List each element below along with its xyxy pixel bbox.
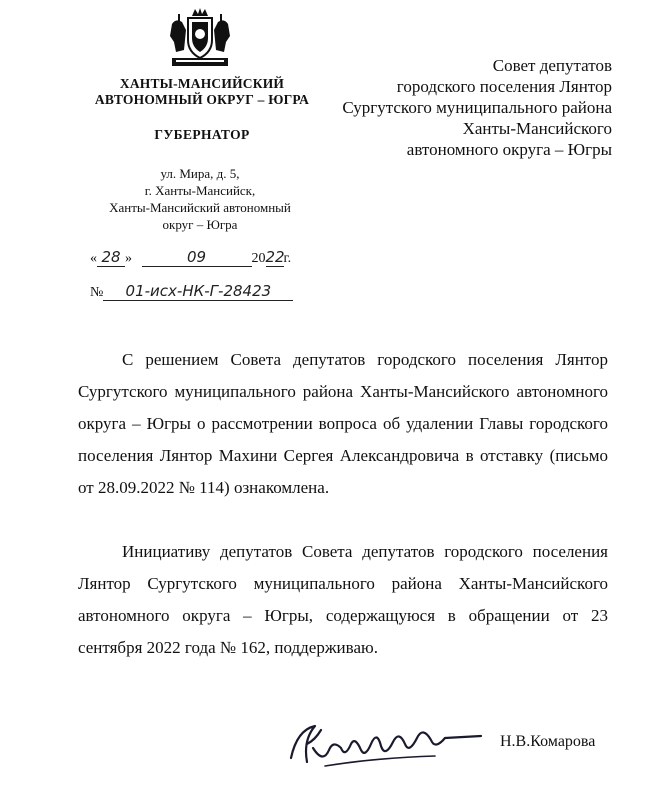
year-suffix: 22 <box>265 248 285 266</box>
registration-date <box>90 248 291 267</box>
number-value: 01-исх-НК-Г-28423 <box>103 282 293 301</box>
date-day: 28 <box>97 248 125 267</box>
body-paragraph-2: Инициативу депутатов Совета депутатов городского поселения Лянтор Сургутского муниципального района Ханты-Мансийского автономного округа – Югры, содержащуюся в обращении от 23 сентября 2022 года № 162, поддерживаю. <box>78 542 608 657</box>
addressee-line-4: Ханты-Мансийского <box>462 119 612 138</box>
quote-open: « <box>90 251 97 266</box>
address-line-3: Ханты-Мансийский автономный <box>109 200 291 215</box>
address-line-1: ул. Мира, д. 5, <box>160 166 240 181</box>
addressee-line-5: автономного округа – Югры <box>406 140 612 159</box>
quote-close: » <box>125 251 132 266</box>
addressee-block <box>282 55 612 160</box>
year-unit: г. <box>283 251 292 266</box>
registration-number <box>90 282 293 301</box>
org-line-2: АВТОНОМНЫЙ ОКРУГ – ЮГРА <box>94 92 310 107</box>
address-line-2: г. Ханты-Мансийск, <box>144 183 256 198</box>
addressee-line-1: Совет депутатов <box>492 56 612 75</box>
number-sign: № <box>90 285 104 300</box>
sender-address <box>75 165 325 233</box>
addressee-line-3: Сургутского муниципального района <box>342 98 612 117</box>
signer-name: Н.В.Комарова <box>500 733 596 750</box>
date-month: 09 <box>142 248 252 267</box>
handwritten-signature <box>285 700 485 780</box>
address-line-4: округ – Югра <box>162 217 238 232</box>
year-prefix: 20 <box>251 251 266 266</box>
position-title: ГУБЕРНАТОР <box>154 127 250 142</box>
addressee-line-2: городского поселения Лянтор <box>396 77 612 96</box>
body-paragraph-1: С решением Совета депутатов городского поселения Лянтор Сургутского муниципального района Ханты-Мансийского автономного округа – Югры о рассмотрении вопроса об удалении Главы городского поселения Лянтор Махини Сергея Александровича в отставку (письмо от 28.09.2022 № 114) ознакомлена. <box>78 350 608 497</box>
org-line-1: ХАНТЫ-МАНСИЙСКИЙ <box>119 76 285 91</box>
coat-of-arms-icon <box>162 6 238 70</box>
